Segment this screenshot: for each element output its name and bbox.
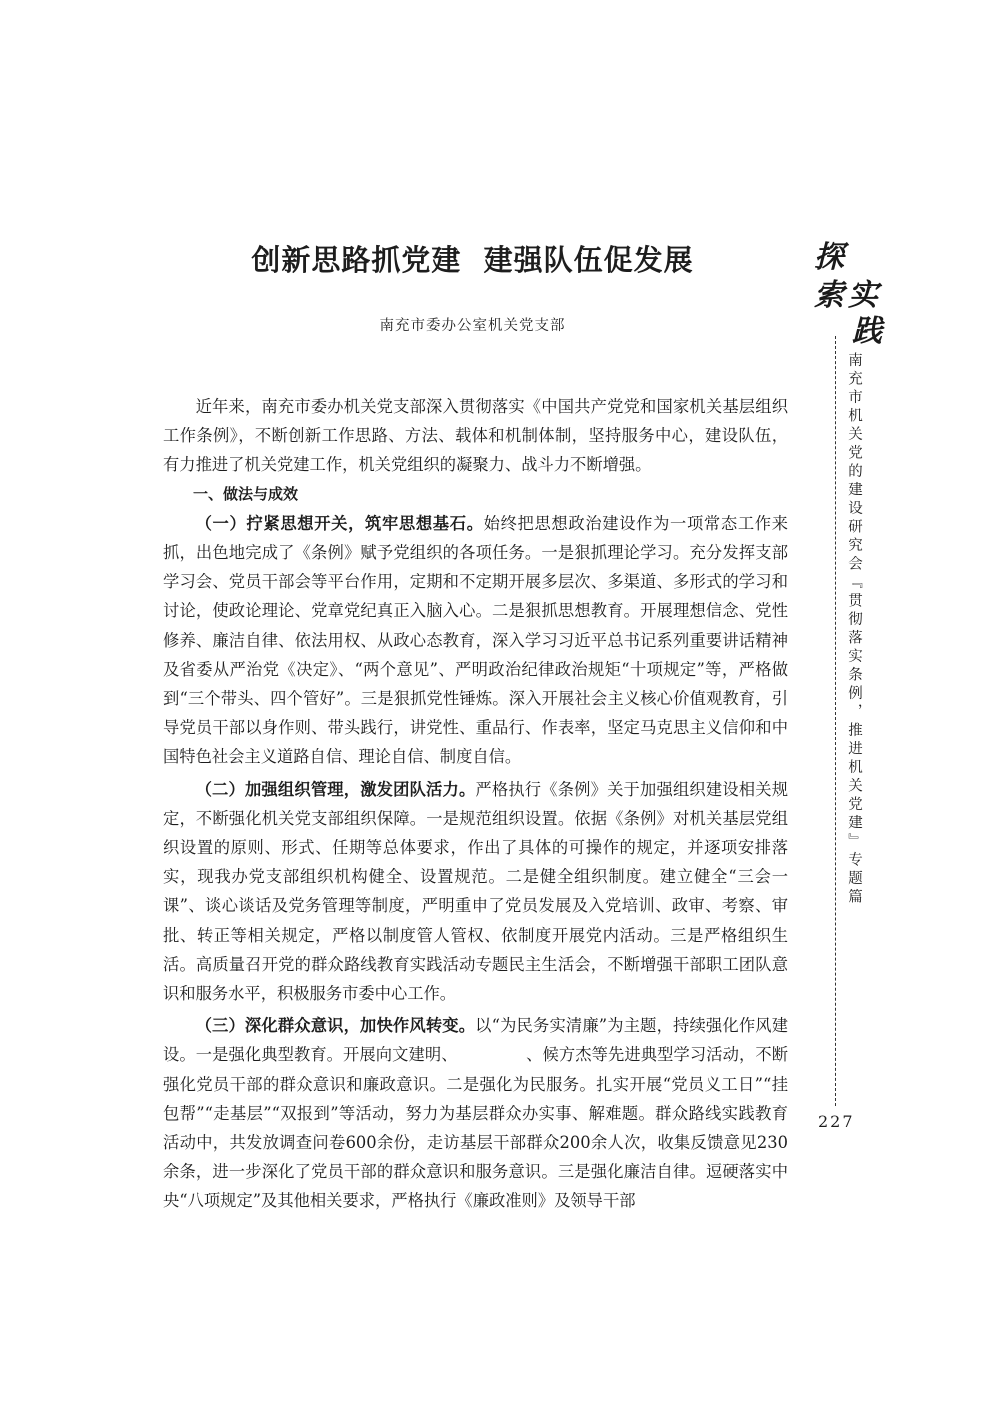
page-number: 227 <box>818 1112 855 1131</box>
paragraph-part1 <box>163 509 788 772</box>
part3-text-b: 、候方杰等先进典型学习活动，不断强化党员干部的群众意识和廉政意识。二是强化为民服务。扎实开展“党员义工日”“挂包帮”“走基层”“双报到”等活动，努力为基层群众办实事、解难题。群众路线实践教育活动中，共发放调查问卷600余份，走访基层干部群众200余人次，收集反馈意见230余条，进一步深化了党员干部的群众意识和服务意识。三是强化廉洁自律。逗硬落实中央“八项规定”及其他相关要求，严格执行《廉政准则》及领导干部 <box>163 1045 788 1211</box>
article-body <box>163 392 788 1216</box>
part1-heading: （一）拧紧思想开关，筑牢思想基石。 <box>195 513 484 533</box>
paragraph-part2 <box>163 775 788 1009</box>
paragraph-part3 <box>163 1011 788 1215</box>
part2-text: 严格执行《条例》关于加强组织建设相关规定，不断强化机关党支部组织保障。一是规范组织设置。依据《条例》对机关基层党组织设置的原则、形式、任期等总体要求，作出了具体的可操作的规定，并逐项安排落实，现我办党支部组织机构健全、设置规范。二是健全组织制度。建立健全“三会一课”、谈心谈话及党务管理等制度，严明重申了党员发展及入党培训、政审、考察、审批、转正等相关规定，严格以制度管人管权、依制度开展党内活动。三是严格组织生活。高质量召开党的群众路线教育实践活动专题民主生活会，不断增强干部职工团队意识和服务水平，积极服务市委中心工作。 <box>163 779 788 1004</box>
part1-text: 始终把思想政治建设作为一项常态工作来抓，出色地完成了《条例》赋予党组织的各项任务。一是狠抓理论学习。充分发挥支部学习会、党员干部会等平台作用，定期和不定期开展多层次、多渠道、多形式的学习和讨论，使政论理论、党章党纪真正入脑入心。二是狠抓思想教育。开展理想信念、党性修养、廉洁自律、依法用权、从政心态教育，深入学习习近平总书记系列重要讲话精神及省委从严治党《决定》、“两个意见”、严明政治纪律政治规矩“十项规定”等，严格做到“三个带头、四个管好”。三是狠抓党性锤炼。深入开展社会主义核心价值观教育，引导党员干部以身作则、带头践行，讲党性、重品行、作表率，坚定马克思主义信仰和中国特色社会主义道路自信、理论自信、制度自信。 <box>163 513 788 767</box>
intro-paragraph: 近年来，南充市委办机关党支部深入贯彻落实《中国共产党党和国家机关基层组织工作条例》，不断创新工作思路、方法、载体和机制体制，坚持服务中心，建设队伍，有力推进了机关党建工作，机关党组织的凝聚力、战斗力不断增强。 <box>163 397 788 475</box>
part3-text-a: 以“为民务实清廉”为主题，持续强化作风建设。一是强化典型教育。开展向文建明、 <box>163 1016 788 1065</box>
article-title: 创新思路抓党建 建强队伍促发展 <box>251 243 694 277</box>
section-heading: 一、做法与成效 <box>193 484 299 503</box>
margin-divider <box>835 336 836 1106</box>
part2-heading: （二）加强组织管理，激发团队活力。 <box>195 779 476 799</box>
part3-heading: （三）深化群众意识，加快作风转变。 <box>195 1016 476 1036</box>
article-author: 南充市委办公室机关党支部 <box>379 318 566 334</box>
series-title: 南充市机关党的建设研究会『贯彻落实条例，推进机关党建』专题篇 <box>846 352 862 907</box>
section-logo: 探 索 实 践 <box>814 240 882 349</box>
